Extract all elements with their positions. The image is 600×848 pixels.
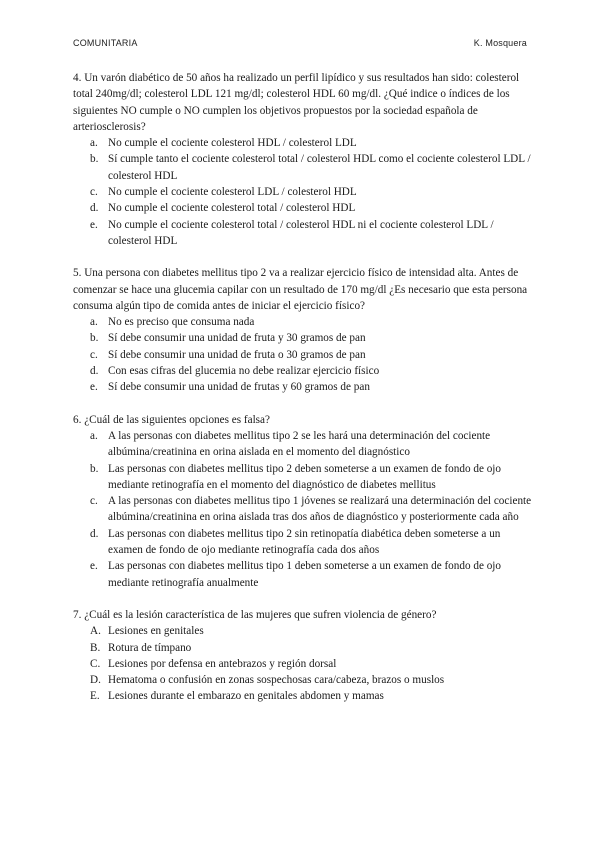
option-list	[73, 314, 533, 395]
option-text: Con esas cifras del glucemia no debe realizar ejercicio físico	[108, 365, 380, 378]
option-marker: E.	[90, 690, 100, 703]
option-item	[73, 151, 533, 184]
option-item	[73, 184, 533, 200]
question-stem: 5. Una persona con diabetes mellitus tipo 2 va a realizar ejercicio físico de intensidad alta. Antes de comenzar se hace una glucemia capilar con un resultado de 170 mg/dl ¿Es necesario que esta persona consuma algún tipo de comida antes de iniciar el ejercicio físico?	[73, 267, 528, 312]
option-item	[73, 672, 533, 688]
question-stem: 4. Un varón diabético de 50 años ha realizado un perfil lipídico y sus resultados han sido: colesterol total 240mg/dl; colesterol LDL 121 mg/dl; colesterol HDL 60 mg/dl. ¿Qué indice o índices de los siguientes NO cumple o NO cumplen los objetivos propuestos por la sociedad española de arteriosclerosis?	[73, 72, 520, 133]
option-item	[73, 363, 533, 379]
option-text: Lesiones durante el embarazo en genitales abdomen y mamas	[108, 690, 384, 703]
option-item	[73, 330, 533, 346]
option-marker: e.	[90, 218, 98, 231]
option-marker: a.	[90, 137, 98, 150]
option-marker: B.	[90, 641, 101, 654]
option-list	[73, 135, 533, 249]
option-marker: a.	[90, 316, 98, 329]
option-marker: c.	[90, 348, 98, 361]
option-text: No cumple el cociente colesterol LDL / colesterol HDL	[108, 186, 357, 199]
option-text: Las personas con diabetes mellitus tipo 2 sin retinopatía diabética deben someterse a un examen de fondo de ojo mediante retinografía cada dos años	[108, 527, 501, 557]
question-5	[73, 265, 533, 395]
option-item	[73, 461, 533, 494]
option-text: No es preciso que consuma nada	[108, 316, 255, 329]
option-text: Lesiones por defensa en antebrazos y región dorsal	[108, 657, 337, 670]
option-item	[73, 379, 533, 395]
option-item	[73, 558, 533, 591]
header-author: K. Mosquera	[473, 38, 527, 48]
option-text: Lesiones en genitales	[108, 625, 204, 638]
option-item	[73, 688, 533, 704]
option-marker: d.	[90, 527, 99, 540]
option-item	[73, 526, 533, 559]
option-text: No cumple el cociente colesterol total / colesterol HDL ni el cociente colesterol LDL / colesterol HDL	[108, 218, 494, 247]
option-text: Las personas con diabetes mellitus tipo 2 deben someterse a un examen de fondo de ojo mediante retinografía en el momento del diagnóstico de diabetes mellitus	[108, 462, 502, 491]
option-marker: a.	[90, 429, 98, 442]
option-item	[73, 135, 533, 151]
option-text: A las personas con diabetes mellitus tipo 1 jóvenes se realizará una determinación del cociente albúmina/creatinina en orina aislada tras dos años de diagnóstico y posteriormente cada año	[108, 495, 532, 524]
option-marker: b.	[90, 153, 99, 166]
option-marker: C.	[90, 657, 101, 670]
option-item	[73, 200, 533, 216]
option-item	[73, 217, 533, 250]
option-marker: D.	[90, 674, 101, 687]
question-7	[73, 607, 533, 705]
header-subject: COMUNITARIA	[73, 38, 138, 48]
option-text: Hematoma o confusión en zonas sospechosas cara/cabeza, brazos o muslos	[108, 674, 445, 687]
option-marker: e.	[90, 381, 98, 394]
option-marker: c.	[90, 186, 98, 199]
option-item	[73, 493, 533, 526]
option-marker: c.	[90, 495, 98, 508]
option-text: A las personas con diabetes mellitus tipo 2 se les hará una determinación del cociente albúmina/creatinina en orina aislada en el momento del diagnóstico	[108, 429, 491, 459]
option-text: No cumple el cociente colesterol HDL / colesterol LDL	[108, 137, 357, 150]
question-stem: 7. ¿Cuál es la lesión característica de las mujeres que sufren violencia de género?	[73, 608, 437, 621]
option-marker: d.	[90, 365, 99, 378]
option-marker: b.	[90, 462, 99, 475]
option-text: Sí debe consumir una unidad de fruta y 30 gramos de pan	[108, 332, 366, 345]
option-list	[73, 623, 533, 704]
option-marker: A.	[90, 625, 101, 638]
option-text: No cumple el cociente colesterol total / colesterol HDL	[108, 202, 356, 215]
option-text: Rotura de tímpano	[108, 641, 192, 654]
option-marker: d.	[90, 202, 99, 215]
question-4	[73, 70, 533, 249]
option-text: Sí debe consumir una unidad de fruta o 30 gramos de pan	[108, 348, 366, 361]
document-body	[73, 70, 533, 721]
option-text: Las personas con diabetes mellitus tipo 1 deben someterse a un examen de fondo de ojo mediante retinografía anualmente	[108, 560, 502, 589]
option-list	[73, 428, 533, 591]
option-item	[73, 428, 533, 461]
option-text: Sí debe consumir una unidad de frutas y 60 gramos de pan	[108, 381, 370, 394]
option-item	[73, 314, 533, 330]
option-text: Sí cumple tanto el cociente colesterol total / colesterol HDL como el cociente colesterol LDL / colesterol HDL	[108, 153, 531, 182]
page-header	[73, 38, 527, 48]
question-stem: 6. ¿Cuál de las siguientes opciones es falsa?	[73, 413, 270, 426]
option-marker: b.	[90, 332, 99, 345]
option-item	[73, 623, 533, 639]
option-item	[73, 640, 533, 656]
question-6	[73, 412, 533, 591]
option-item	[73, 347, 533, 363]
option-marker: e.	[90, 560, 98, 573]
option-item	[73, 656, 533, 672]
